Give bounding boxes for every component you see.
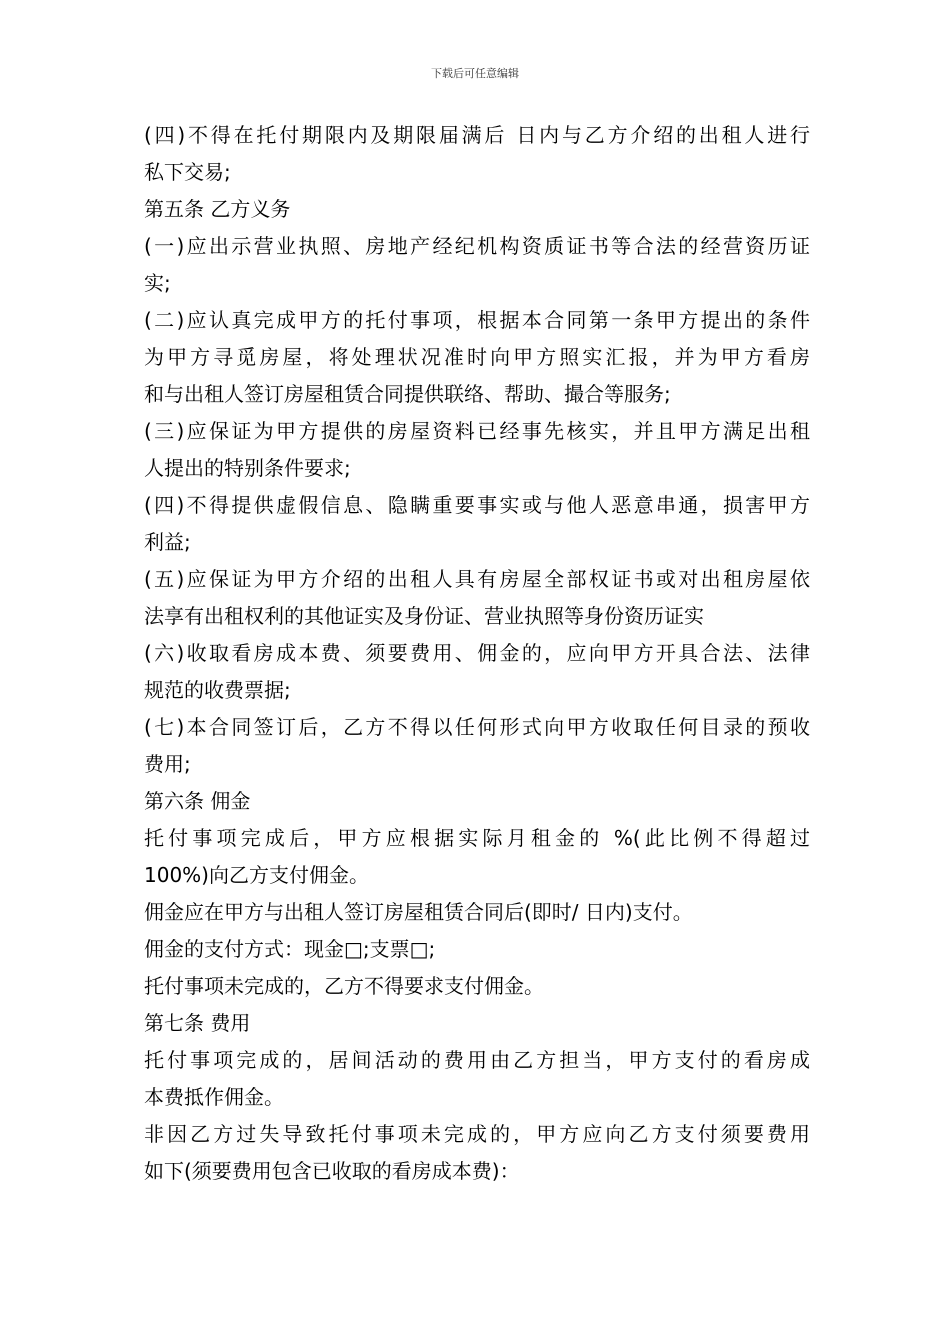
text-line: (二)应认真完成甲方的托付事项，根据本合同第一条甲方提出的条件 <box>144 308 810 332</box>
text-line: 私下交易; <box>144 160 231 184</box>
text-line: 人提出的特别条件要求; <box>144 456 351 480</box>
text-line: (五)应保证为甲方介绍的出租人具有房屋全部权证书或对出租房屋依 <box>144 567 810 591</box>
text-line: (六)收取看房成本费、须要费用、佣金的，应向甲方开具合法、法律 <box>144 641 810 665</box>
page-header-note: 下载后可任意编辑 <box>431 67 519 80</box>
text-line: 托付事项完成的，居间活动的费用由乙方担当，甲方支付的看房成 <box>144 1048 810 1072</box>
text-line: (一)应出示营业执照、房地产经纪机构资质证书等合法的经营资历证 <box>144 234 810 258</box>
text-line: 托付事项未完成的，乙方不得要求支付佣金。 <box>144 974 544 998</box>
text-line: 非因乙方过失导致托付事项未完成的，甲方应向乙方支付须要费用 <box>144 1122 810 1146</box>
text-line: 规范的收费票据; <box>144 678 291 702</box>
text-line: 费用; <box>144 752 191 776</box>
text-line: (三)应保证为甲方提供的房屋资料已经事先核实，并且甲方满足出租 <box>144 419 810 443</box>
text-line: 托付事项完成后，甲方应根据实际月租金的 %(此比例不得超过 <box>144 826 810 850</box>
text-line: 如下(须要费用包含已收取的看房成本费)： <box>144 1159 520 1183</box>
text-line: 100%)向乙方支付佣金。 <box>144 863 369 887</box>
text-line: 实; <box>144 271 171 295</box>
text-line: 法享有出租权利的其他证实及身份证、营业执照等身份资历证实 <box>144 604 704 628</box>
text-line: 和与出租人签订房屋租赁合同提供联络、帮助、撮合等服务; <box>144 382 671 406</box>
text-line: 本费抵作佣金。 <box>144 1085 284 1109</box>
document-body <box>144 117 810 1190</box>
text-line: 为甲方寻觅房屋，将处理状况准时向甲方照实汇报，并为甲方看房 <box>144 345 810 369</box>
text-line: 佣金的支付方式：现金□;支票□; <box>144 937 436 961</box>
text-line: 利益; <box>144 530 191 554</box>
text-line: (四)不得在托付期限内及期限届满后 日内与乙方介绍的出租人进行 <box>144 123 810 147</box>
text-line: (七)本合同签订后，乙方不得以任何形式向甲方收取任何目录的预收 <box>144 715 810 739</box>
text-line: (四)不得提供虚假信息、隐瞒重要事实或与他人恶意串通，损害甲方 <box>144 493 810 517</box>
text-line: 第五条 乙方义务 <box>144 197 291 221</box>
text-line: 佣金应在甲方与出租人签订房屋租赁合同后(即时/ 日内)支付。 <box>144 900 693 924</box>
text-line: 第七条 费用 <box>144 1011 251 1035</box>
text-line: 第六条 佣金 <box>144 789 251 813</box>
